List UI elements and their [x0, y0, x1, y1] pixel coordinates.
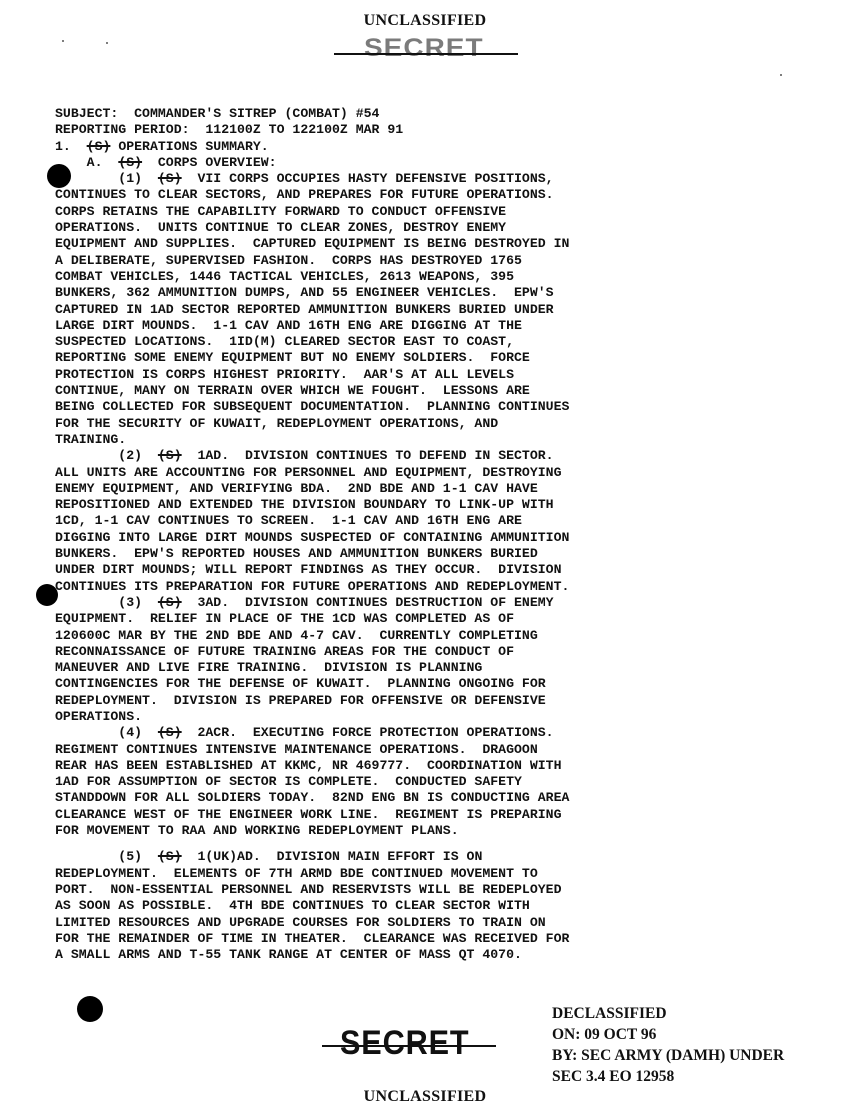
- line-text: REGIMENT CONTINUES INTENSIVE MAINTENANCE OPERATIONS. DRAGOON: [55, 741, 538, 757]
- text-line: [55, 399, 815, 415]
- text-line: [55, 367, 815, 383]
- line-text: SUSPECTED LOCATIONS. 1ID(M) CLEARED SECTOR EAST TO COAST,: [55, 334, 514, 350]
- line-text: PORT. NON-ESSENTIAL PERSONNEL AND RESERVISTS WILL BE REDEPLOYED: [55, 881, 562, 897]
- line-text: 2ACR. EXECUTING FORCE PROTECTION OPERATIONS.: [181, 725, 554, 741]
- indent: (5): [55, 849, 158, 865]
- text-line: [55, 823, 815, 839]
- indent: (1): [55, 171, 158, 187]
- line-text: 3AD. DIVISION CONTINUES DESTRUCTION OF ENEMY: [181, 594, 554, 610]
- line-text: CONTINGENCIES FOR THE DEFENSE OF KUWAIT. PLANNING ONGOING FOR: [55, 676, 546, 692]
- scan-speck: [106, 42, 108, 44]
- line-text: LARGE DIRT MOUNDS. 1-1 CAV AND 16TH ENG ARE DIGGING AT THE: [55, 317, 522, 333]
- text-line: [55, 302, 815, 318]
- line-text: DIGGING INTO LARGE DIRT MOUNDS SUSPECTED OF CONTAINING AMMUNITION: [55, 529, 570, 545]
- line-text: ALL UNITS ARE ACCOUNTING FOR PERSONNEL AND EQUIPMENT, DESTROYING: [55, 464, 562, 480]
- text-line: [55, 187, 815, 203]
- text-line: [55, 882, 815, 898]
- classification-marking: (S): [118, 154, 143, 170]
- secret-stamp-bottom: SECRET: [340, 1024, 470, 1062]
- line-text: PROTECTION IS CORPS HIGHEST PRIORITY. AAR'S AT ALL LEVELS: [55, 366, 514, 382]
- text-line: [55, 947, 815, 963]
- line-text: OPERATIONS.: [55, 708, 143, 724]
- text-line: [55, 253, 815, 269]
- text-line: [55, 139, 815, 155]
- text-line: [55, 383, 815, 399]
- line-text: FOR THE REMAINDER OF TIME IN THEATER. CLEARANCE WAS RECEIVED FOR: [55, 930, 570, 946]
- text-line: [55, 171, 815, 187]
- text-line: [55, 318, 815, 334]
- line-text: LIMITED RESOURCES AND UPGRADE COURSES FOR SOLDIERS TO TRAIN ON: [55, 914, 546, 930]
- line-text: FOR MOVEMENT TO RAA AND WORKING REDEPLOYMENT PLANS.: [55, 823, 459, 839]
- indent: A.: [55, 154, 119, 170]
- line-text: OPERATIONS. UNITS CONTINUE TO CLEAR ZONES, DESTROY ENEMY: [55, 220, 507, 236]
- text-line: [55, 269, 815, 285]
- line-text: CONTINUES TO CLEAR SECTORS, AND PREPARES FOR FUTURE OPERATIONS.: [55, 187, 554, 203]
- text-line: [55, 644, 815, 660]
- indent: 1.: [55, 138, 87, 154]
- line-text: BEING COLLECTED FOR SUBSEQUENT DOCUMENTATION. PLANNING CONTINUES: [55, 399, 570, 415]
- declass-line: SEC 3.4 EO 12958: [552, 1068, 675, 1085]
- text-line: [55, 465, 815, 481]
- indent: (3): [55, 594, 158, 610]
- text-line: [55, 416, 815, 432]
- text-line: [55, 709, 815, 725]
- text-line: [55, 285, 815, 301]
- line-text: BUNKERS. EPW'S REPORTED HOUSES AND AMMUNITION BUNKERS BURIED: [55, 546, 538, 562]
- line-text: FOR THE SECURITY OF KUWAIT, REDEPLOYMENT OPERATIONS, AND: [55, 415, 499, 431]
- indent: (2): [55, 448, 158, 464]
- line-text: MANEUVER AND LIVE FIRE TRAINING. DIVISION IS PLANNING: [55, 660, 483, 676]
- line-text: OPERATIONS SUMMARY.: [110, 138, 269, 154]
- sitrep-body: [55, 106, 815, 963]
- text-line: [55, 497, 815, 513]
- line-text: UNDER DIRT MOUNDS; WILL REPORT FINDINGS AS THEY OCCUR. DIVISION: [55, 562, 562, 578]
- text-line: [55, 742, 815, 758]
- line-text: EQUIPMENT AND SUPPLIES. CAPTURED EQUIPMENT IS BEING DESTROYED IN: [55, 236, 570, 252]
- text-line: [55, 155, 815, 171]
- text-line: [55, 204, 815, 220]
- line-text: 1CD, 1-1 CAV CONTINUES TO SCREEN. 1-1 CAV AND 16TH ENG ARE: [55, 513, 522, 529]
- text-line: [55, 530, 815, 546]
- declass-line: BY: SEC ARMY (DAMH) UNDER: [552, 1047, 785, 1064]
- text-line: [55, 676, 815, 692]
- text-line: [55, 350, 815, 366]
- line-text: A SMALL ARMS AND T-55 TANK RANGE AT CENTER OF MASS QT 4070.: [55, 947, 522, 963]
- line-text: BUNKERS, 362 AMMUNITION DUMPS, AND 55 ENGINEER VEHICLES. EPW'S: [55, 285, 554, 301]
- text-line: [55, 915, 815, 931]
- text-line: [55, 106, 815, 122]
- text-line: [55, 898, 815, 914]
- line-text: CORPS OVERVIEW:: [142, 154, 277, 170]
- text-line: [55, 595, 815, 611]
- classification-marking: (S): [157, 725, 182, 741]
- text-line: [55, 122, 815, 138]
- text-line: [55, 236, 815, 252]
- punch-hole-dot: [77, 996, 103, 1022]
- declass-line: DECLASSIFIED: [552, 1005, 667, 1022]
- line-text: CONTINUES ITS PREPARATION FOR FUTURE OPERATIONS AND REDEPLOYMENT.: [55, 578, 570, 594]
- scan-speck: [62, 40, 64, 42]
- line-text: EQUIPMENT. RELIEF IN PLACE OF THE 1CD WAS COMPLETED AS OF: [55, 611, 514, 627]
- secret-stamp-top: SECRET: [364, 33, 484, 62]
- declassification-block: [552, 1003, 784, 1087]
- line-text: 1AD. DIVISION CONTINUES TO DEFEND IN SECTOR.: [181, 448, 554, 464]
- line-text: AS SOON AS POSSIBLE. 4TH BDE CONTINUES TO CLEAR SECTOR WITH: [55, 898, 530, 914]
- declass-line: ON: 09 OCT 96: [552, 1026, 657, 1043]
- text-line: [55, 693, 815, 709]
- line-text: 1(UK)AD. DIVISION MAIN EFFORT IS ON: [181, 849, 483, 865]
- classification-marking: (S): [157, 594, 182, 610]
- text-line: [55, 758, 815, 774]
- line-text: REDEPLOYMENT. DIVISION IS PREPARED FOR OFFENSIVE OR DEFENSIVE: [55, 692, 546, 708]
- text-line: [55, 790, 815, 806]
- text-line: [55, 931, 815, 947]
- line-text: CLEARANCE WEST OF THE ENGINEER WORK LINE. REGIMENT IS PREPARING: [55, 806, 562, 822]
- text-line: [55, 774, 815, 790]
- text-line: [55, 611, 815, 627]
- text-line: [55, 725, 815, 741]
- text-line: [55, 448, 815, 464]
- line-text: REAR HAS BEEN ESTABLISHED AT KKMC, NR 469777. COORDINATION WITH: [55, 757, 562, 773]
- classification-marking: (S): [157, 171, 182, 187]
- text-line: [55, 546, 815, 562]
- line-text: SUBJECT: COMMANDER'S SITREP (COMBAT) #54: [55, 106, 380, 121]
- text-line: [55, 579, 815, 595]
- line-text: 120600C MAR BY THE 2ND BDE AND 4-7 CAV. CURRENTLY COMPLETING: [55, 627, 538, 643]
- line-text: STANDDOWN FOR ALL SOLDIERS TODAY. 82ND ENG BN IS CONDUCTING AREA: [55, 790, 570, 806]
- text-line: [55, 807, 815, 823]
- paragraph-gap: [55, 839, 815, 849]
- line-text: REPORTING SOME ENEMY EQUIPMENT BUT NO ENEMY SOLDIERS. FORCE: [55, 350, 530, 366]
- text-line: [55, 849, 815, 865]
- line-text: COMBAT VEHICLES, 1446 TACTICAL VEHICLES, 2613 WEAPONS, 395: [55, 268, 514, 284]
- indent: (4): [55, 725, 158, 741]
- line-text: 1AD FOR ASSUMPTION OF SECTOR IS COMPLETE. CONDUCTED SAFETY: [55, 774, 522, 790]
- line-text: A DELIBERATE, SUPERVISED FASHION. CORPS HAS DESTROYED 1765: [55, 252, 522, 268]
- text-line: [55, 628, 815, 644]
- scan-speck: [780, 74, 782, 76]
- line-text: REDEPLOYMENT. ELEMENTS OF 7TH ARMD BDE CONTINUED MOVEMENT TO: [55, 865, 538, 881]
- classification-banner-top: UNCLASSIFIED: [363, 12, 487, 29]
- line-text: TRAINING.: [55, 431, 127, 447]
- line-text: REPORTING PERIOD: 112100Z TO 122100Z MAR 91: [55, 122, 404, 138]
- line-text: ENEMY EQUIPMENT, AND VERIFYING BDA. 2ND BDE AND 1-1 CAV HAVE: [55, 480, 538, 496]
- line-text: CAPTURED IN 1AD SECTOR REPORTED AMMUNITION BUNKERS BURIED UNDER: [55, 301, 554, 317]
- text-line: [55, 866, 815, 882]
- text-line: [55, 334, 815, 350]
- line-text: VII CORPS OCCUPIES HASTY DEFENSIVE POSITIONS,: [181, 171, 554, 187]
- text-line: [55, 562, 815, 578]
- classification-marking: (S): [86, 138, 111, 154]
- classification-marking: (S): [157, 448, 182, 464]
- line-text: CONTINUE, MANY ON TERRAIN OVER WHICH WE FOUGHT. LESSONS ARE: [55, 383, 530, 399]
- text-line: [55, 513, 815, 529]
- text-line: [55, 220, 815, 236]
- text-line: [55, 481, 815, 497]
- text-line: [55, 660, 815, 676]
- line-text: CORPS RETAINS THE CAPABILITY FORWARD TO CONDUCT OFFENSIVE: [55, 203, 507, 219]
- classification-marking: (S): [157, 849, 182, 865]
- classification-banner-bottom: UNCLASSIFIED: [363, 1088, 487, 1105]
- line-text: REPOSITIONED AND EXTENDED THE DIVISION BOUNDARY TO LINK-UP WITH: [55, 497, 554, 513]
- line-text: RECONNAISSANCE OF FUTURE TRAINING AREAS FOR THE CONDUCT OF: [55, 643, 514, 659]
- text-line: [55, 432, 815, 448]
